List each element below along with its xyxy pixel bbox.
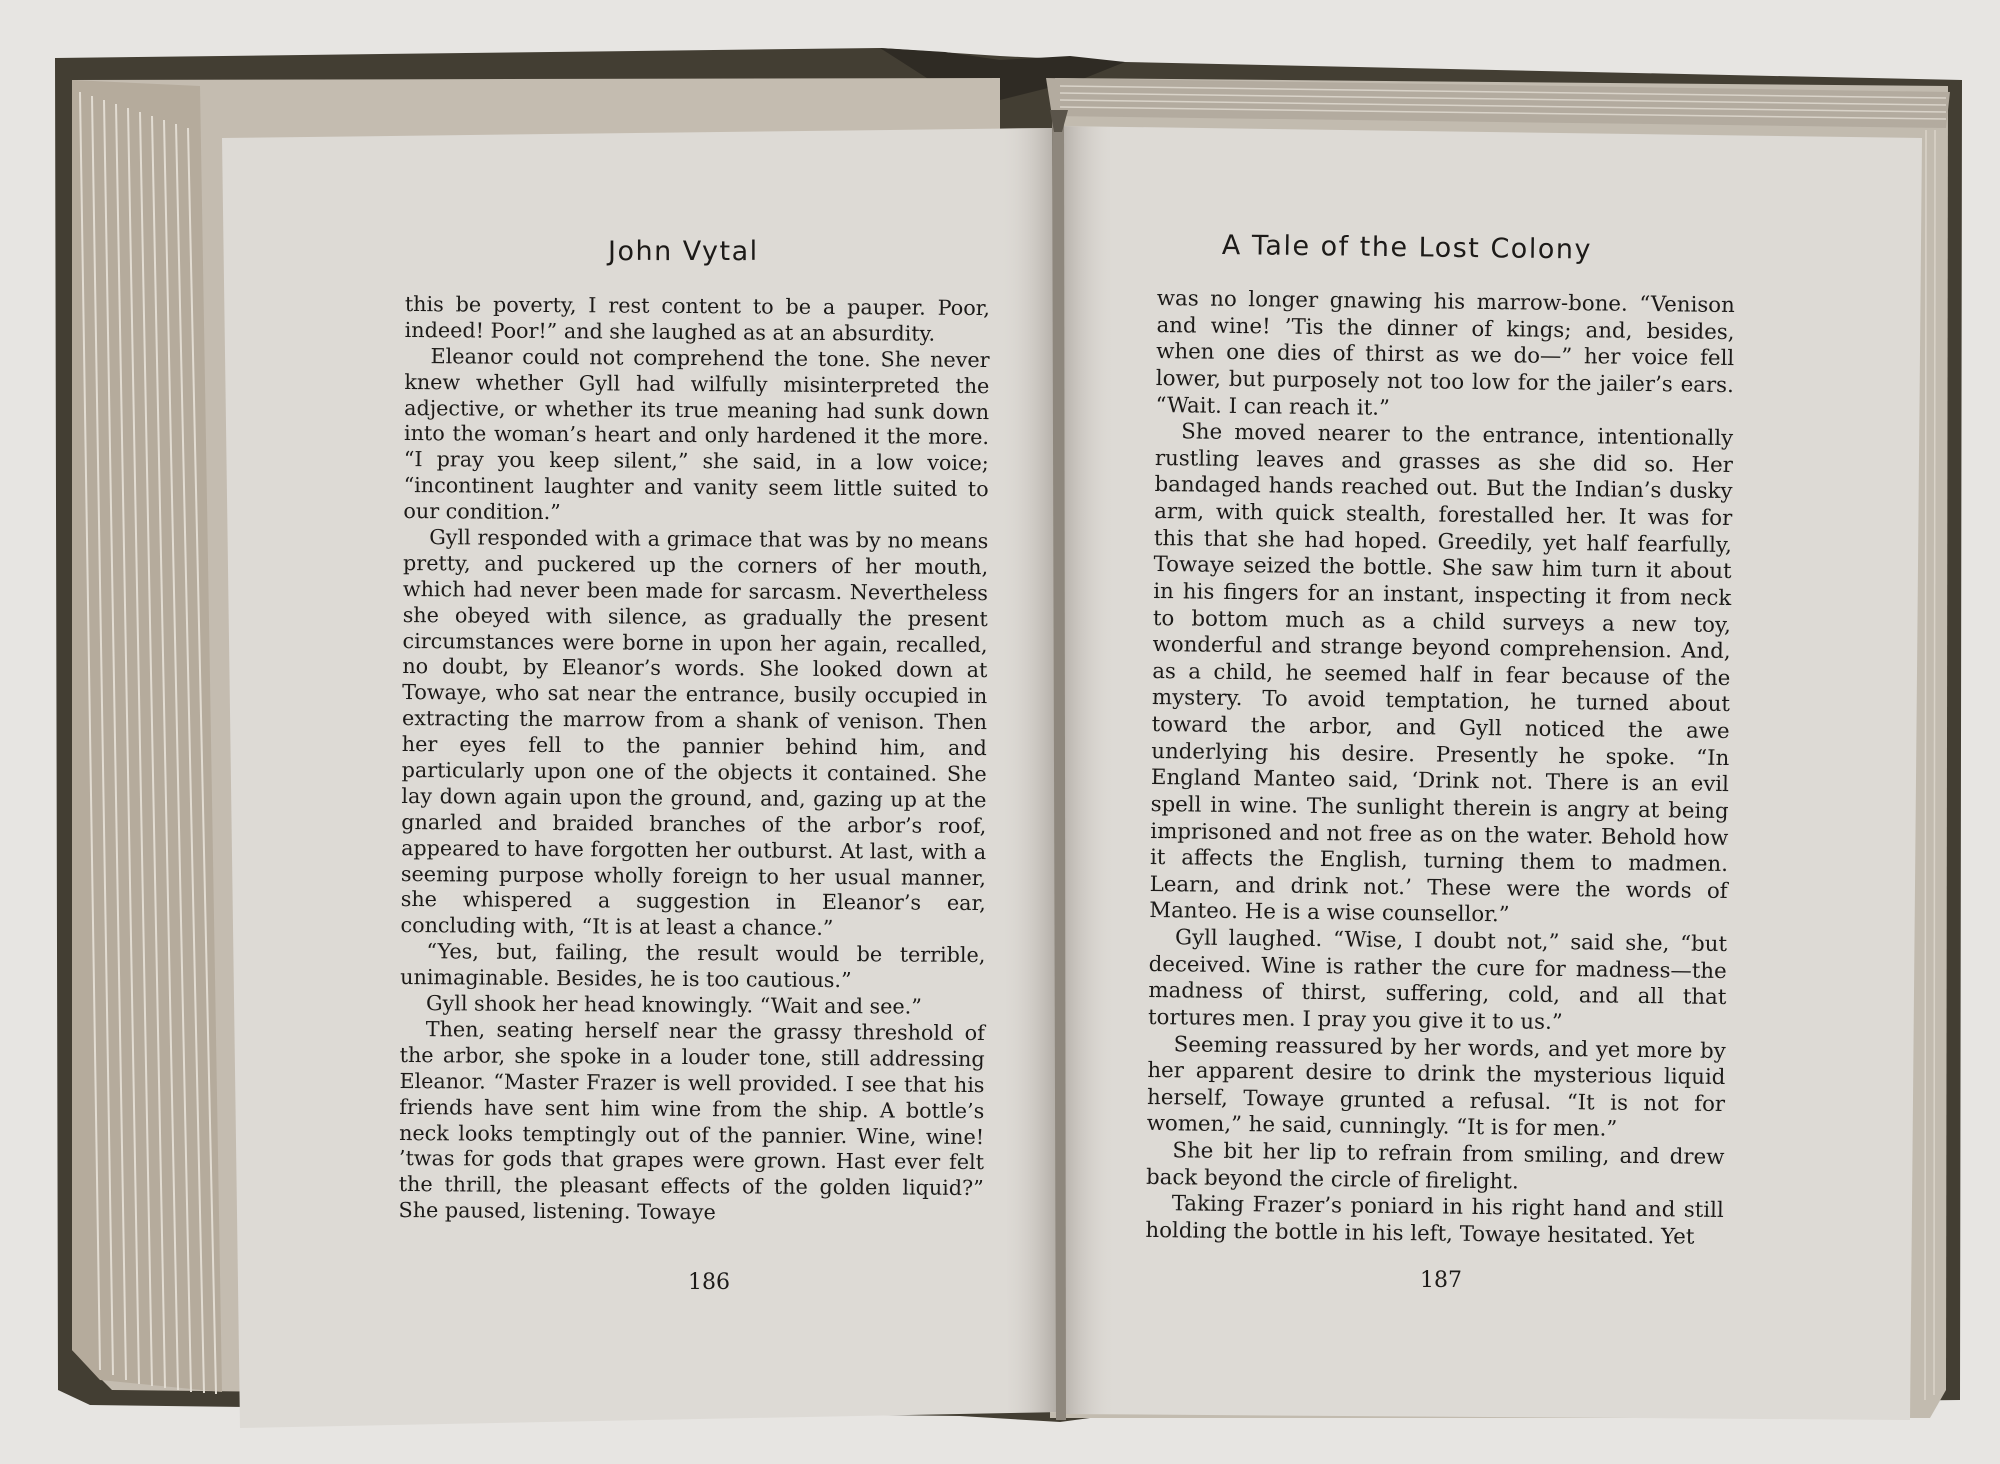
paragraph: Gyll laughed. “Wise, I doubt not,” said she, “but deceived. Wine is rather the cure for madness—the madness of thirst, suffering, cold, and all that tortures men. I pray you give it to us.” (1147, 925, 1728, 1035)
running-head-left: John Vytal (608, 236, 759, 267)
paragraph: Gyll responded with a grimace that was by no means pretty, and puckered up the corners of her mouth, which had never been made for sarcasm. Nevertheless she obeyed with silence, as gradually the present circumstances were borne in upon her again, recalled, no doubt, by Eleanor’s words. She looked down at Towaye, who sat near the entrance, busily occupied in extracting the marrow from a shank of venison. Then her eyes fell to the pannier behind him, and particularly upon one of the objects it contained. She lay down again upon the ground, and, gazing up at the gnarled and braided branches of the arbor’s roof, appeared to have forgotten her outburst. At last, with a seeming purpose wholly foreign to her usual manner, she whispered a suggestion in Eleanor’s ear, concluding with, “It is at least a chance.” (400, 525, 989, 941)
paragraph: She moved nearer to the entrance, intentionally rustling leaves and grasses as she did so. Her bandaged hands reached out. But the Indian’s dusky arm, with quick stealth, forestalled her. It was for this that she had hoped. Greedily, yet half fearfully, Towaye seized the bottle. She saw him turn it about in his fingers for an instant, inspecting it from neck to bottom much as a child surveys a new toy, wonderful and strange beyond comprehension. And, as a child, he seemed half in fear because of the mystery. To avoid temptation, he turned about toward the arbor, and Gyll noticed the awe underlying his desire. Presently he spoke. “In England Manteo said, ‘Drink not. There is an evil spell in wine. The sunlight therein is angry at being imprisoned and not free as on the water. Behold how it affects the English, turning them to madmen. Learn, and drink not.’ These were the words of Manteo. He is a wise counsellor.” (1149, 419, 1734, 928)
paragraph: Taking Frazer’s poniard in his right hand and still holding the bottle in his left, Towaye hesitated. Yet (1145, 1191, 1724, 1250)
page-number-left: 186 (688, 1270, 730, 1295)
paragraph: “Yes, but, failing, the result would be terrible, unimaginable. Besides, he is too cautious.” (400, 939, 986, 993)
left-page-text (398, 292, 989, 1228)
paragraph: was no longer gnawing his marrow-bone. “Venison and wine! ’Tis the dinner of kings; and, besides, when one dies of thirst as we do—” her voice fell lower, but purposely not too low for the jailer’s ears. “Wait. I can reach it.” (1155, 286, 1735, 421)
paragraph: Then, seating herself near the grassy threshold of the arbor, she spoke in a louder tone, still addressing Eleanor. “Master Frazer is well provided. I see that his friends have sent him wine from the ship. A bottle’s neck looks temptingly out of the pannier. Wine, wine! ’twas for gods that grapes were grown. Hast ever felt the thrill, the pleasant effects of the golden liquid?” She paused, listening. Towaye (398, 1017, 985, 1225)
running-head-right: A Tale of the Lost Colony (1221, 230, 1593, 266)
paragraph: She bit her lip to refrain from smiling, and drew back beyond the circle of firelight. (1145, 1138, 1725, 1195)
paragraph: this be poverty, I rest content to be a pauper. Poor, indeed! Poor!” and she laughed as at an absurdity. (404, 292, 990, 346)
right-page-text (1145, 286, 1735, 1251)
paragraph: Eleanor could not comprehend the tone. She never knew whether Gyll had wilfully misinterpreted the adjective, or whether its true meaning had sunk down into the woman’s heart and only hardened it the more. “I pray you keep silent,” she said, in a low voice; “incontinent laughter and vanity seem little suited to our condition.” (403, 343, 990, 525)
paragraph: Seeming reassured by her words, and yet more by her apparent desire to drink the mysterious liquid herself, Towaye grunted a refusal. “It is not for women,” he said, cunningly. “It is for men.” (1146, 1031, 1726, 1143)
page-number-right: 187 (1420, 1268, 1462, 1293)
paragraph: Gyll shook her head knowingly. “Wait and see.” (425, 991, 922, 1019)
